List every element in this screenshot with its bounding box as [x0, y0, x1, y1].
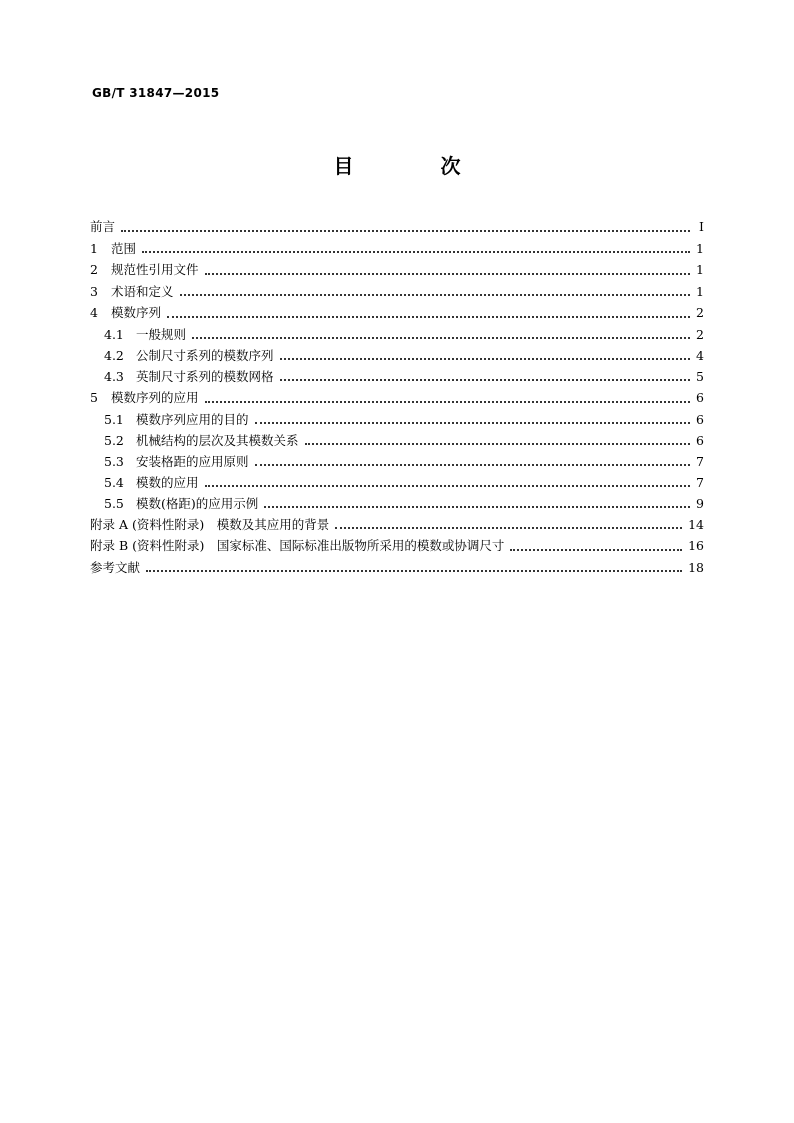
toc-entry-page: Ⅰ	[699, 219, 704, 234]
toc-entry-number: 5	[90, 389, 98, 405]
toc-entry-number: 5.3	[104, 453, 124, 469]
toc-entry-number: 4.3	[104, 368, 124, 384]
toc-entry-foreword[interactable]	[90, 216, 704, 238]
toc-entry-4-2[interactable]	[90, 345, 704, 366]
toc-entry-page: 16	[688, 538, 704, 554]
toc-entry-label: 模数序列应用的目的	[136, 411, 249, 427]
toc-entry-label: 参考文献	[90, 559, 141, 575]
toc-entry-label: 机械结构的层次及其模数关系	[136, 432, 299, 448]
toc-leader-dots	[167, 306, 690, 318]
toc-leader-dots	[205, 475, 690, 487]
toc-entry-page: 18	[688, 559, 704, 575]
toc-entry-label: 附录 A (资料性附录) 模数及其应用的背景	[90, 516, 330, 532]
toc-entry-label: 规范性引用文件	[111, 262, 199, 278]
toc-leader-dots	[180, 284, 690, 296]
toc-title: 目 次	[333, 154, 501, 178]
toc-entry-number: 5.4	[104, 474, 124, 490]
toc-entry-label: 英制尺寸系列的模数网格	[136, 368, 274, 384]
toc-entry-label: 一般规则	[136, 326, 187, 342]
toc-entry-page: 1	[696, 262, 704, 278]
toc-entry-page: 4	[696, 347, 704, 363]
toc-entry-5-3[interactable]	[90, 451, 704, 472]
toc-leader-dots	[205, 391, 690, 403]
toc-entry-label: 范围	[111, 240, 137, 256]
toc-entry-page: 1	[696, 240, 704, 256]
toc-entry-number: 5.2	[104, 432, 124, 448]
toc-entry-number: 4	[90, 305, 98, 321]
toc-entry-4-3[interactable]	[90, 366, 704, 387]
toc-leader-dots	[264, 496, 690, 508]
toc-leader-dots	[280, 369, 690, 381]
toc-entry-appendix-b[interactable]	[90, 535, 704, 557]
standard-code: GB/T 31847—2015	[92, 86, 220, 100]
toc-entry-number: 4.1	[104, 326, 124, 342]
toc-leader-dots	[510, 539, 682, 551]
toc-entry-label: 模数的应用	[136, 474, 199, 490]
toc-entry-number: 3	[90, 283, 98, 299]
toc-leader-dots	[205, 263, 690, 275]
toc-entry-number: 5.5	[104, 495, 124, 511]
toc-entry-page: 6	[696, 411, 704, 427]
toc-entry-5-5[interactable]	[90, 493, 704, 514]
toc-entry-4[interactable]	[90, 302, 704, 324]
toc-entry-label: 模数序列	[111, 305, 162, 321]
toc-entry-page: 1	[696, 283, 704, 299]
toc-entry-5-4[interactable]	[90, 472, 704, 493]
toc-entry-number: 1	[90, 240, 98, 256]
table-of-contents	[90, 216, 704, 578]
toc-entry-label: 附录 B (资料性附录) 国家标准、国际标准出版物所采用的模数或协调尺寸	[90, 538, 505, 554]
toc-leader-dots	[192, 327, 690, 339]
toc-entry-label: 安装格距的应用原则	[136, 453, 249, 469]
toc-leader-dots	[280, 348, 690, 360]
toc-entry-number: 4.2	[104, 347, 124, 363]
toc-leader-dots	[305, 433, 690, 445]
toc-entry-label: 模数序列的应用	[111, 389, 199, 405]
toc-leader-dots	[255, 412, 690, 424]
toc-leader-dots	[255, 454, 690, 466]
toc-leader-dots	[146, 560, 682, 572]
toc-leader-dots	[335, 517, 682, 529]
toc-leader-dots	[142, 241, 690, 253]
toc-entry-2[interactable]	[90, 259, 704, 281]
toc-entry-page: 14	[688, 516, 704, 532]
toc-entry-label: 术语和定义	[111, 283, 174, 299]
toc-entry-page: 2	[696, 305, 704, 321]
toc-entry-page: 5	[696, 368, 704, 384]
toc-entry-page: 6	[696, 432, 704, 448]
toc-entry-page: 9	[696, 495, 704, 511]
toc-entry-5-2[interactable]	[90, 430, 704, 451]
toc-entry-1[interactable]	[90, 238, 704, 260]
toc-entry-appendix-a[interactable]	[90, 514, 704, 536]
toc-entry-5[interactable]	[90, 387, 704, 409]
toc-entry-page: 6	[696, 389, 704, 405]
toc-entry-page: 7	[696, 474, 704, 490]
toc-entry-5-1[interactable]	[90, 409, 704, 430]
toc-entry-number: 2	[90, 262, 98, 278]
toc-entry-label: 模数(格距)的应用示例	[136, 495, 259, 511]
toc-entry-number: 5.1	[104, 411, 124, 427]
toc-leader-dots	[121, 220, 690, 232]
toc-entry-bibliography[interactable]	[90, 557, 704, 579]
toc-entry-page: 2	[696, 326, 704, 342]
toc-entry-label: 公制尺寸系列的模数序列	[136, 347, 274, 363]
toc-entry-label: 前言	[90, 219, 116, 234]
toc-entry-page: 7	[696, 453, 704, 469]
toc-entry-4-1[interactable]	[90, 324, 704, 345]
toc-entry-3[interactable]	[90, 281, 704, 303]
